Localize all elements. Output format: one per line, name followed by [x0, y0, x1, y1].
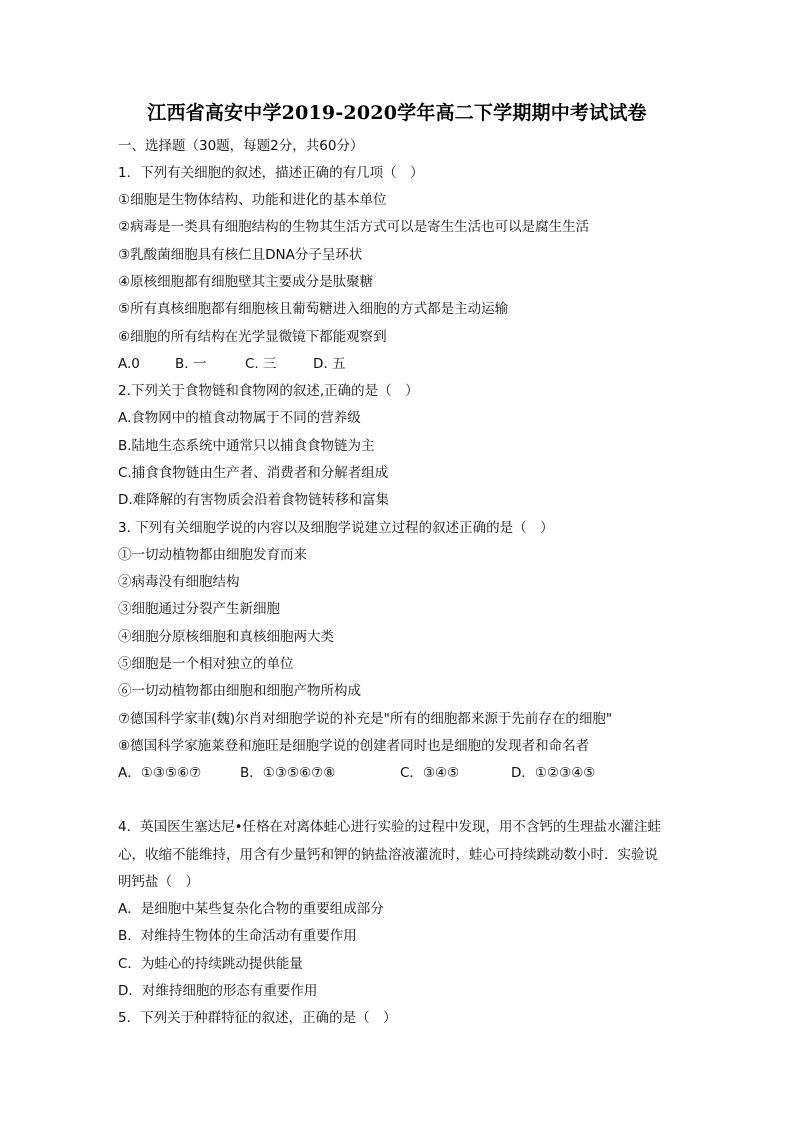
q3-stem: 3. 下列有关细胞学说的内容以及细胞学说建立过程的叙述正确的是（ ） [118, 520, 554, 536]
q1-option-b: B. 一 [175, 356, 207, 372]
q4-stem-line: 心，收缩不能维持，用含有少量钙和钾的钠盐溶液灌流时，蛙心可持续跳动数小时．实验说 [118, 847, 658, 863]
q1-option-c: C. 三 [245, 356, 277, 372]
q2-option: B.陆地生态系统中通常只以捕食食物链为主 [118, 438, 375, 454]
q1-option-d: D. 五 [313, 356, 346, 372]
q1-item: ②病毒是一类具有细胞结构的生物其生活方式可以是寄生生活也可以是腐生生活 [118, 219, 590, 235]
q4-option: B．对维持生物体的生命活动有重要作用 [118, 928, 357, 944]
q4-option: C．为蛙心的持续跳动提供能量 [118, 956, 303, 972]
q3-item: ②病毒没有细胞结构 [118, 574, 240, 590]
q4-stem-line: 明钙盐（ ） [118, 874, 199, 890]
q1-item: ⑤所有真核细胞都有细胞核且葡萄糖进入细胞的方式都是主动运输 [118, 301, 509, 317]
q1-item: ③乳酸菌细胞具有核仁且DNA分子呈环状 [118, 247, 363, 263]
q3-item: ④细胞分原核细胞和真核细胞两大类 [118, 629, 334, 645]
q4-option: D．对维持细胞的形态有重要作用 [118, 983, 318, 999]
q3-item: ①一切动植物都由细胞发育而来 [118, 547, 307, 563]
q3-option-b: B．①③⑤⑥⑦⑧ [240, 765, 336, 781]
section-heading: 一、选择题（30题，每题2分，共60分） [118, 138, 364, 154]
q1-option-a: A.0 [118, 356, 140, 372]
q3-item: ⑥一切动植物都由细胞和细胞产物所构成 [118, 683, 361, 699]
q1-item: ①细胞是生物体结构、功能和进化的基本单位 [118, 192, 387, 208]
q3-option-a: A．①③⑤⑥⑦ [118, 765, 202, 781]
q5-stem: 5．下列关于种群特征的叙述，正确的是（ ） [118, 1010, 397, 1026]
q3-item: ⑧德国科学家施莱登和施旺是细胞学说的创建者同时也是细胞的发现者和命名者 [118, 738, 590, 754]
q3-item: ③细胞通过分裂产生新细胞 [118, 601, 280, 617]
q3-item: ⑦德国科学家菲(魏)尔肖对细胞学说的补充是"所有的细胞都来源于先前存在的细胞" [118, 711, 613, 727]
q2-option: D.难降解的有害物质会沿着食物链转移和富集 [118, 492, 390, 508]
page-title: 江西省高安中学2019-2020学年高二下学期期中考试试卷 [147, 102, 647, 124]
q3-options [118, 764, 688, 782]
q1-item: ④原核细胞都有细胞壁其主要成分是肽聚糖 [118, 274, 374, 290]
q4-option: A．是细胞中某些复杂化合物的重要组成部分 [118, 901, 384, 917]
q1-stem: 1．下列有关细胞的叙述，描述正确的有几项（ ） [118, 165, 424, 181]
q4-stem-line: 4．英国医生塞达尼•任格在对离体蛙心进行实验的过程中发现，用不含钙的生理盐水灌注蛙 [118, 819, 662, 835]
q1-item: ⑥细胞的所有结构在光学显微镜下都能观察到 [118, 329, 387, 345]
q1-options [118, 355, 688, 373]
q2-option: C.捕食食物链由生产者、消费者和分解者组成 [118, 465, 389, 481]
q3-item: ⑤细胞是一个相对独立的单位 [118, 656, 294, 672]
q2-stem: 2.下列关于食物链和食物网的叙述,正确的是（ ） [118, 383, 419, 399]
q2-option: A.食物网中的植食动物属于不同的营养级 [118, 410, 361, 426]
q3-option-c: C．③④⑤ [400, 765, 460, 781]
q3-option-d: D．①②③④⑤ [511, 765, 596, 781]
